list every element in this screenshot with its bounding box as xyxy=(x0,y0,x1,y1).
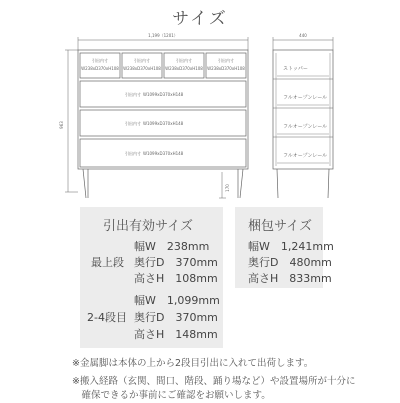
lower-drawer-width: 幅W 1,099mm xyxy=(134,294,220,307)
top-drawer-depth: 奥行D 370mm xyxy=(134,256,218,269)
top-drawer-1-label: 引出内寸 xyxy=(92,58,108,63)
package-size-title: 梱包サイズ xyxy=(248,219,312,234)
top-drawer-2-size: W238xD370xH108 xyxy=(123,66,161,71)
large-drawer-1-size: W1099xD370xH148 xyxy=(143,92,184,97)
rail-label-1: フルオープンレール xyxy=(283,95,328,101)
large-drawer-2-size: W1099xD370xH148 xyxy=(143,121,184,126)
top-drawer-height: 高さH 108mm xyxy=(134,272,218,285)
stopper-label: ストッパー xyxy=(283,66,308,72)
top-drawer-group-name: 最上段 xyxy=(91,256,124,269)
package-width: 幅W 1,241mm xyxy=(248,240,334,253)
large-drawer-3-size: W1099xD370xH148 xyxy=(143,151,184,156)
package-depth: 奥行D 480mm xyxy=(248,256,332,269)
width-dimension-label: 1,199（1201） xyxy=(148,33,178,38)
top-drawer-2-label: 引出内寸 xyxy=(134,58,150,63)
top-drawer-3-label: 引出内寸 xyxy=(176,58,192,63)
large-drawer-3-label: 引出内寸 xyxy=(125,151,141,156)
top-drawer-4-size: W238xD370xH108 xyxy=(207,66,245,71)
drawer-size-title: 引出有効サイズ xyxy=(103,219,193,234)
page-title: サイズ xyxy=(172,9,228,29)
package-height: 高さH 833mm xyxy=(248,272,332,285)
notes xyxy=(72,357,355,403)
lower-drawer-height: 高さH 148mm xyxy=(134,328,218,341)
top-drawer-4-label: 引出内寸 xyxy=(218,58,234,63)
side-left-leg xyxy=(277,169,278,198)
lower-drawer-depth: 奥行D 370mm xyxy=(134,311,218,324)
front-view-text xyxy=(59,33,245,192)
top-drawer-width: 幅W 238mm xyxy=(134,240,210,253)
height-dimension-label: 963 xyxy=(59,121,64,129)
large-drawer-2-label: 引出内寸 xyxy=(125,121,141,126)
large-drawer-1-label: 引出内寸 xyxy=(125,92,141,97)
lower-drawer-group-name: 2-4段目 xyxy=(87,311,127,324)
leg-height-dimension-label: 170 xyxy=(225,184,230,192)
note-line-2: ※搬入経路（玄関、間口、階段、踊り場など）や設置場所が十分に xyxy=(72,376,356,387)
side-right-leg xyxy=(328,169,329,198)
side-view-text xyxy=(283,33,327,159)
rail-label-3: フルオープンレール xyxy=(283,153,328,159)
top-drawer-3-size: W238xD370xH108 xyxy=(165,66,203,71)
front-right-leg xyxy=(240,169,243,198)
front-left-leg xyxy=(83,169,86,198)
note-line-3: 確保できるか事前にご確認をお願いします。 xyxy=(72,390,271,401)
depth-dimension-label: 440 xyxy=(299,33,307,38)
rail-label-2: フルオープンレール xyxy=(283,124,328,130)
note-line-1: ※金属脚は本体の上から2段目引出に入れて出荷します。 xyxy=(72,358,314,369)
top-drawer-1-size: W238xD370xH108 xyxy=(81,66,119,71)
side-view xyxy=(273,37,333,198)
